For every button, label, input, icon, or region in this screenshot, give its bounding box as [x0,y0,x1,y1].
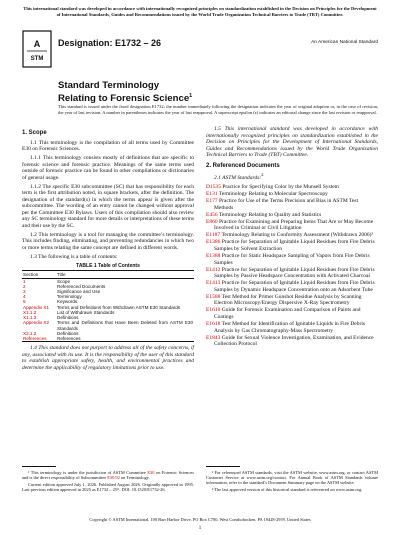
paragraph-1-3: 1.3 The following is a table of contents: [30,253,118,260]
toc-section-link[interactable]: References [22,336,56,342]
footnote-1: ¹ This terminology is under the jurisdiction of ASTM Committee E30 on Forensic Sciences and is the direct responsibility of Subcommittee E30.92 on Terminology. [22,470,194,481]
reference-designation-link[interactable]: E177 [206,198,218,205]
astm-standards-label: 2.1 ASTM Standards: [214,174,262,181]
toc-section-link[interactable]: X1.1.3 [23,315,37,321]
toc-row [22,336,194,342]
reference-designation-link[interactable]: E1843 [206,334,221,341]
title-footnote-ref[interactable]: 1 [189,93,193,99]
page-number: 1 [198,526,202,531]
paragraph-2-1 [206,172,378,181]
reference-title: Test Method for Primer Gunshot Residue Analysis by Scanning Electron Microscopy/Energy Dispersive X-Ray Spectrometry [214,293,362,307]
table-of-contents [22,270,194,342]
reference-item [206,232,378,239]
document-title [58,80,192,104]
reference-item [206,294,378,307]
astm-logo-icon [22,30,52,68]
footnote-1-edition: Current edition approved July 1, 2026. Published August 2026. Originally approved in 1995. Last previous edition approved in 2025 as E1732 – 25ᵉ¹. DOI: 10.1520/E1732-26. [22,482,194,493]
reference-item [206,267,378,280]
reference-title: Terminology Relating to Quality and Statistics [218,211,322,218]
toc-row [22,320,194,330]
copyright-line: Copyright © ASTM International, 100 Barr Harbor Drive, PO Box C700, West Conshohocken, PA 19428-2959. United States [89,517,311,522]
toc-section-title: Terms and Definitions that Have Been Deleted from ASTM E30 Standards [57,320,193,331]
reference-designation-link[interactable]: E860 [206,218,218,225]
paragraph-1-1-1: 1.1.1 This terminology consists mostly of definitions that are specific to forensic science and forensic practice. Meanings of the same terms used outside of forensic practice can be found in other compilations or dictionaries of general usage. [22,155,194,181]
toc-header-title: Title [56,271,194,278]
reference-designation-link[interactable]: E1388 [206,253,221,260]
toc-section-link[interactable]: X1.1.2 [23,309,37,315]
footnotes-right [206,470,378,494]
reference-designation-link[interactable]: E456 [206,211,218,218]
reference-item [206,219,378,232]
reference-title: Practice for Static Headspace Sampling of Vapors from Fire Debris Samples [214,253,370,266]
reference-designation-link[interactable]: E1413 [206,280,221,287]
reference-item [206,335,378,348]
reference-title: Practice for Examining and Preparing Items That Are or May Become Involved in Criminal or Civil Litigation [214,218,374,232]
reference-item [206,321,378,334]
wto-notice: This international standard was developed in accordance with internationally recognized principles on standardization established in the Decision on Principles for the Development of International Standards, Guides and Recommendations issued by the World Trade Organization Technical Barriers to Trade (TBT) Committee. [23,6,377,17]
section-heading-scope: 1. Scope [22,130,47,136]
footnote-2: ² For referenced ASTM standards, visit the ASTM website, www.astm.org, or contact ASTM Customer Service at www.astm.org/contact. For Annual Book of ASTM Standards volume information, refer to the standard’s Document Summary page on the ASTM website. [206,470,378,486]
toc-header-row [22,271,194,278]
toc-section-link[interactable]: 5 [23,299,26,305]
toc-section-title: List of Withdrawn Standards [57,309,115,315]
toc-section-link[interactable]: 1 [23,278,26,284]
reference-designation-link[interactable]: E1187 [206,232,221,239]
footnotes-left [22,470,194,494]
toc-section-title: Definitions [57,330,79,336]
toc-section-title: Terms and Definitions from Withdrawn ASTM E30 Standards [57,304,181,310]
paragraph-1-5: 1.5 This international standard was developed in accordance with internationally recognized principles on standardization established in the Decision on Principles for the Development of International Standards, Guides and Recommendations issued by the World Trade Organization Technical Barriers to Trade (TBT) Committee. [206,126,378,158]
reference-designation-link[interactable]: E1588 [206,293,221,300]
reference-list [206,184,378,348]
title-line-1: Standard Terminology [58,80,160,91]
toc-section-link[interactable]: 3 [23,289,26,295]
issuance-note: This standard is issued under the fixed designation E1732; the number immediately following the designation indicates the year of original adoption or, in the case of revision, the year of last revision. A number in parentheses indicates the year of last reapproval. A superscript epsilon (ε) indicates an editorial change since the last revision or reapproval. [58,104,378,115]
footnote-ref-2[interactable]: 2 [261,172,264,177]
reference-title: Practice for Specifying Color by the Munsell System [222,183,339,190]
reference-title: Guide for Sexual Violence Investigation, Examination, and Evidence Collection Protocol [214,334,374,348]
title-line-2: Relating to Forensic Science [58,93,190,105]
toc-section-title: References [56,336,194,342]
reference-designation-link[interactable]: D1535 [206,183,221,190]
svg-text:STM: STM [30,56,44,62]
paragraph-1-1: 1.1 This terminology is the compilation of all terms used by Committee E30 on Forensic Sciences. [22,139,194,152]
reference-title: Practice for Separation of Ignitable Liquid Residues from Fire Debris Samples by Solvent Extraction [214,239,375,252]
paragraph-1-4: 1.4 This standard does not purport to address all of the safety concerns, if any, associated with its use. It is the responsibility of the user of this standard to establish appropriate safety, health, and environmental practices and determine the applicability of regulatory limitations prior to use. [22,345,194,371]
american-national-standard-label: An American National Standard [311,40,378,45]
right-column [206,126,378,348]
toc-section-link[interactable]: 4 [23,294,26,300]
reference-item [206,239,378,252]
reference-designation-link[interactable]: E1386 [206,239,221,246]
left-column [22,126,194,374]
footnote-divider-right [206,466,240,467]
toc-section-link[interactable]: Appendix X1 [23,304,50,310]
toc-section-title: Significance and Use [57,289,101,295]
toc-section-title: Scope [57,278,71,284]
reference-designation-link[interactable]: E1618 [206,321,221,328]
reference-item [206,212,378,219]
toc-section-title: Definitions [57,315,79,321]
subcommittee-e30-92-link[interactable]: E30.92 [107,475,120,481]
reference-designation-link[interactable]: E1412 [206,266,221,273]
footnote-divider-left [22,466,56,467]
svg-text:A: A [33,39,41,49]
reference-title: Test Method for Identification of Ignitable Liquids in Fire Debris Analysis by Gas Chromatography-Mass Spectrometry [214,321,366,334]
toc-section-title: Keywords [57,299,78,305]
reference-item [206,253,378,266]
designation: Designation: E1732 – 26 [58,38,162,48]
reference-title: Practice for Use of the Terms Precision and Bias in ASTM Test Methods [214,198,359,211]
footnote-3: ³ The last approved version of this historical standard is referenced on www.astm.org. [212,487,363,493]
toc-section-title: Terminology [57,294,82,300]
reference-item [206,198,378,211]
paragraph-1-2: 1.2 This terminology is a tool for managing the committee’s terminology. This includes finding, eliminating, and preventing redundancies in which two or more terms relating the same concept are defined in different words. [22,231,194,251]
reference-title: Guide for Forensic Examination and Comparison of Paints and Coatings [214,307,361,320]
toc-body [22,278,194,341]
reference-designation-link[interactable]: E131 [206,191,218,198]
toc-title: TABLE 1 Table of Contents [76,262,140,269]
reference-title: Practice for Separation of Ignitable Liquid Residues from Fire Debris Samples by Passive Headspace Concentration with Activated Charcoal [214,266,375,280]
reference-item [206,184,378,191]
toc-section-link[interactable]: 2 [23,283,26,289]
toc-section-link[interactable]: Appendix X2 [23,320,50,326]
section-heading-referenced-documents: 2. Referenced Documents [206,162,280,169]
reference-item [206,280,378,293]
toc-section-title: Referenced Documents [57,283,106,289]
reference-item [206,191,378,198]
reference-designation-link[interactable]: E1610 [206,307,221,314]
toc-section-link[interactable]: X2.1.2 [23,330,37,336]
reference-title: Terminology Relating to Molecular Spectroscopy [218,191,328,198]
toc-header-section: Section [22,271,56,278]
reference-item [206,307,378,320]
reference-title: Practice for Separation of Ignitable Liquid Residues from Fire Debris Samples by Dynamic Headspace Concentration onto an Adsorbent Tube [214,280,375,293]
committee-e30-link[interactable]: E30 [147,470,155,475]
paragraph-1-1-2: 1.1.2 The specific E30 subcommittee (SC) that has responsibility for each term is the first attribution noted, in square brackets, after the definition. The designation of the standard(s) in which the terms appear is given after the subcommittee. The wording of an entry cannot be changed without approval per the Committee E30 Bylaws. Users of this compilation should also review any SC terminology standard for more details or interpretations of these terms and their use by the SC. [22,183,194,229]
reference-title: Terminology Relating to Conformity Assessment (Withdrawn 2006)³ [221,232,374,239]
